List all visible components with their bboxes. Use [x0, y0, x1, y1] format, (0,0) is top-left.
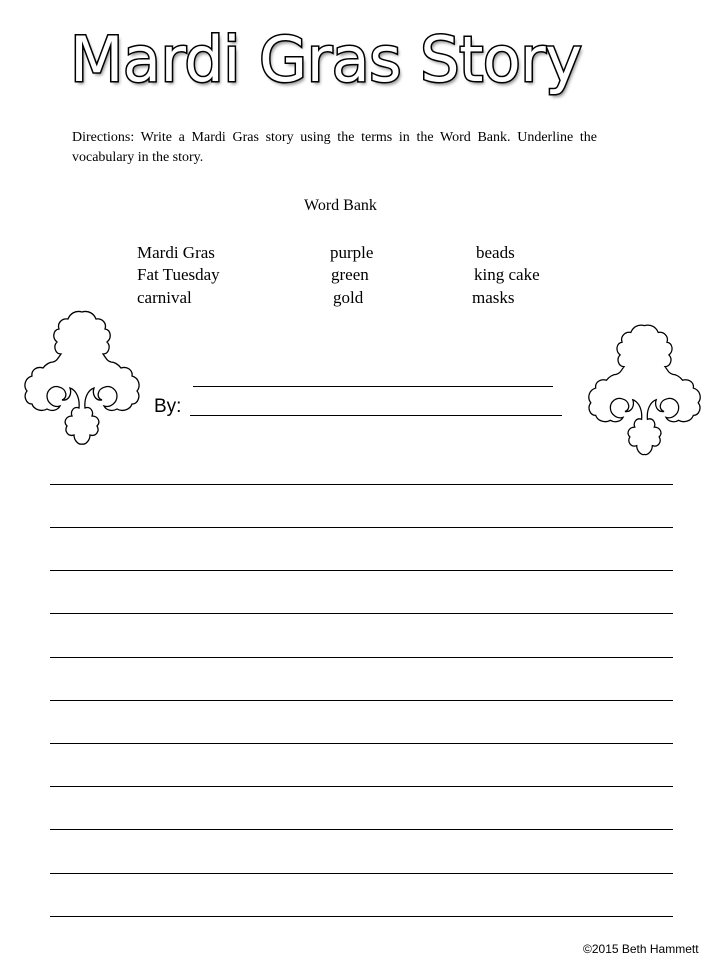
writing-line[interactable]	[50, 657, 673, 658]
word-bank-item: king cake	[474, 265, 540, 284]
writing-line[interactable]	[50, 700, 673, 701]
directions-text: Directions: Write a Mardi Gras story using the terms in the Word Bank. Underline the vocabulary in the story.	[72, 130, 597, 165]
writing-line[interactable]	[50, 786, 673, 787]
word-bank-item: Mardi Gras	[137, 243, 215, 262]
writing-line[interactable]	[50, 527, 673, 528]
page-title: Mardi Gras Story	[70, 23, 582, 96]
writing-line[interactable]	[50, 916, 673, 917]
copyright-footer: ©2015 Beth Hammett	[583, 942, 699, 956]
author-name-field[interactable]	[190, 415, 562, 416]
writing-line[interactable]	[50, 570, 673, 571]
writing-line[interactable]	[50, 743, 673, 744]
fleur-de-lis-icon	[584, 320, 706, 462]
fleur-de-lis-icon	[20, 308, 145, 450]
word-bank-item: gold	[333, 288, 364, 307]
word-bank-item: carnival	[137, 288, 192, 307]
word-bank-item: green	[331, 265, 369, 284]
writing-line[interactable]	[50, 873, 673, 874]
by-label: By:	[154, 396, 182, 417]
writing-line[interactable]	[50, 613, 673, 614]
word-bank-item: beads	[476, 243, 515, 262]
writing-line[interactable]	[50, 484, 673, 485]
story-title-field[interactable]	[193, 386, 553, 387]
word-bank-item: masks	[472, 288, 515, 307]
word-bank-item: purple	[330, 243, 374, 262]
writing-line[interactable]	[50, 829, 673, 830]
word-bank-item: Fat Tuesday	[137, 265, 220, 284]
word-bank-heading: Word Bank	[304, 197, 377, 214]
